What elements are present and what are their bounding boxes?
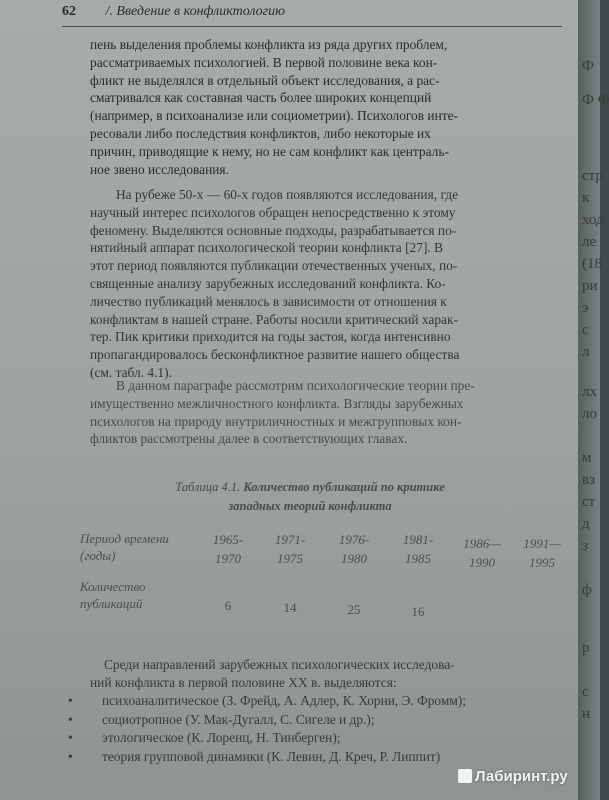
text-line: конфликтам в нашей стране. Работы носили критический харак- [90,311,458,327]
text-line: психологов на природу внутриличностных и межгрупповых кон- [90,413,462,429]
period-start: 1986— [463,536,501,551]
edge-fragment: м [582,450,592,466]
paragraph-directions [90,656,568,692]
edge-fragment: ле [582,234,597,250]
watermark-logo [458,768,568,785]
edge-fragment: ф [582,582,592,598]
period-end: 1995 [529,555,555,570]
edge-fragment: д [582,516,590,532]
text-line: личество публикаций менялось в зависимости от отношения к [90,293,447,309]
edge-fragment: э [582,300,589,316]
directions-list [68,692,568,766]
edge-fragment: ход [582,212,604,228]
text-line: научный интерес психологов обращен непосредственно к этому [90,204,456,220]
text-line: феномену. Выделяются основные подходы, разрабатывается по- [90,222,457,238]
table-row-label-count [80,578,145,612]
edge-fragment: лх [582,384,597,400]
period-units-label: (годы) [80,548,116,563]
bullet-icon: • [68,748,73,764]
table-header-period [388,530,448,568]
table-caption-title: Количество публикаций по критике [243,480,445,494]
bullet-icon: • [68,730,73,745]
edge-fragment: ст [582,494,596,510]
text-line: этот период появляются публикации отечественных ученых, по- [90,258,458,274]
list-item [68,711,568,730]
edge-fragment: к [582,190,590,206]
text-line: ресовали либо последствия конфликтов, либо некоторые их [90,125,431,141]
text-line: священные анализу зарубежных исследований конфликта. Ко- [90,275,446,291]
edge-fragment: р [582,640,590,656]
period-start: 1965- [212,532,244,547]
edge-fragment: вз [582,472,596,488]
text-line: сматривался как составная часть более широких концепций [90,90,432,106]
period-label: Период времени [80,531,169,546]
table-cell-count: 6 [224,598,232,613]
edge-fragment: Ф [582,58,594,74]
edge-fragment: ри [582,278,598,294]
bullet-icon: • [68,711,73,727]
edge-fragment: з [582,538,588,554]
labyrinth-logo-icon [458,769,472,783]
list-item [68,729,568,748]
text-line: тер. Пик критики приходится на годы застоя, когда интенсивно [90,329,451,345]
paragraph-fifties-sixties [90,186,568,382]
text-line: пропагандировалось бесконфликтное развитие нашего общества [90,347,460,363]
table-header-period [452,534,512,572]
table-cell-count: 25 [347,602,361,617]
edge-fragment: л [582,344,590,360]
list-item [68,692,568,711]
list-item-text: теория групповой динамики (К. Левин, Д. Креч, Р. Липпит) [102,748,441,764]
period-end: 1985 [405,551,431,566]
table-header-period [512,534,572,572]
count-label: Количество [80,579,146,594]
edge-fragment: стр [582,168,603,184]
page-header [62,4,285,20]
period-start: 1976- [338,532,370,547]
paragraph-section-scope [90,377,568,448]
period-end: 1975 [277,551,303,566]
adjacent-page-edge [578,0,609,800]
period-start: 1971- [274,532,306,547]
period-end: 1970 [215,551,241,566]
edge-fragment: н [582,706,591,722]
list-item-text: этологическое (К. Лоренц, Н. Тинберген); [102,730,341,745]
count-units-label: публикаций [80,596,143,611]
period-start: 1981- [402,532,434,547]
text-line: Среди направлений зарубежных психологических исследова- [104,657,455,672]
edge-fragment: с [582,322,589,338]
list-item-text: психоаналитическое (З. Фрейд, А. Адлер, К. Хорни, Э. Фромм); [102,693,466,708]
period-start: 1991— [523,536,561,551]
edge-fragment: Ф Ф [582,92,609,108]
table-header-period [324,530,384,568]
list-item-text: социотропное (У. Мак-Дугалл, С. Сигеле и др.); [102,711,375,727]
text-line: (например, в психоанализе или социометрии). Психологов инте- [90,108,459,124]
text-line: нятийный аппарат психологической теории конфликта [27]. В [90,240,444,256]
page-number: 62 [62,4,76,19]
text-line: ное звено исследования. [90,161,229,177]
table-caption [150,478,470,516]
bullet-icon: • [68,693,73,708]
table-caption-prefix: Таблица 4.1. [175,480,241,494]
table-row-label-period [80,530,169,564]
text-line: причин, приводящие к нему, но не сам конфликт как централь- [90,143,449,159]
text-line: (см. табл. 4.1). [90,364,172,380]
list-item [68,748,568,767]
watermark-text: Лабиринт.ру [475,768,568,785]
table-header-period [260,530,320,568]
period-end: 1990 [469,555,495,570]
text-line: имущественно межличностного конфликта. Взгляды зарубежных [90,395,464,411]
header-rule [62,26,562,27]
paragraph-intro [90,36,568,178]
table-cell-count: 16 [411,604,425,619]
table-header-period [198,530,258,568]
table-caption-subtitle: западных теорий конфликта [228,499,392,513]
text-line: В данном параграфе рассмотрим психологические теории пре- [116,378,475,393]
text-line: ний конфликта в первой половине XX в. выделяются: [90,674,397,690]
text-line: рассматриваемых психологией. В первой половине века кон- [90,54,438,70]
text-line: фликт не выделялся в отдельный объект исследования, а рас- [90,72,440,88]
edge-fragment: (18 [582,256,602,272]
running-title: /. Введение в конфликтологию [105,4,285,19]
text-line: пень выделения проблемы конфликта из ряда других проблем, [90,37,448,52]
text-line: фликтов рассмотрены далее в соответствующих главах. [90,431,408,447]
text-line: На рубеже 50-х — 60-х годов появляются исследования, где [116,187,459,202]
edge-fragment: с [582,684,589,700]
table-cell-count: 14 [283,600,297,615]
edge-fragment: ло [582,406,597,422]
period-end: 1980 [341,551,367,566]
